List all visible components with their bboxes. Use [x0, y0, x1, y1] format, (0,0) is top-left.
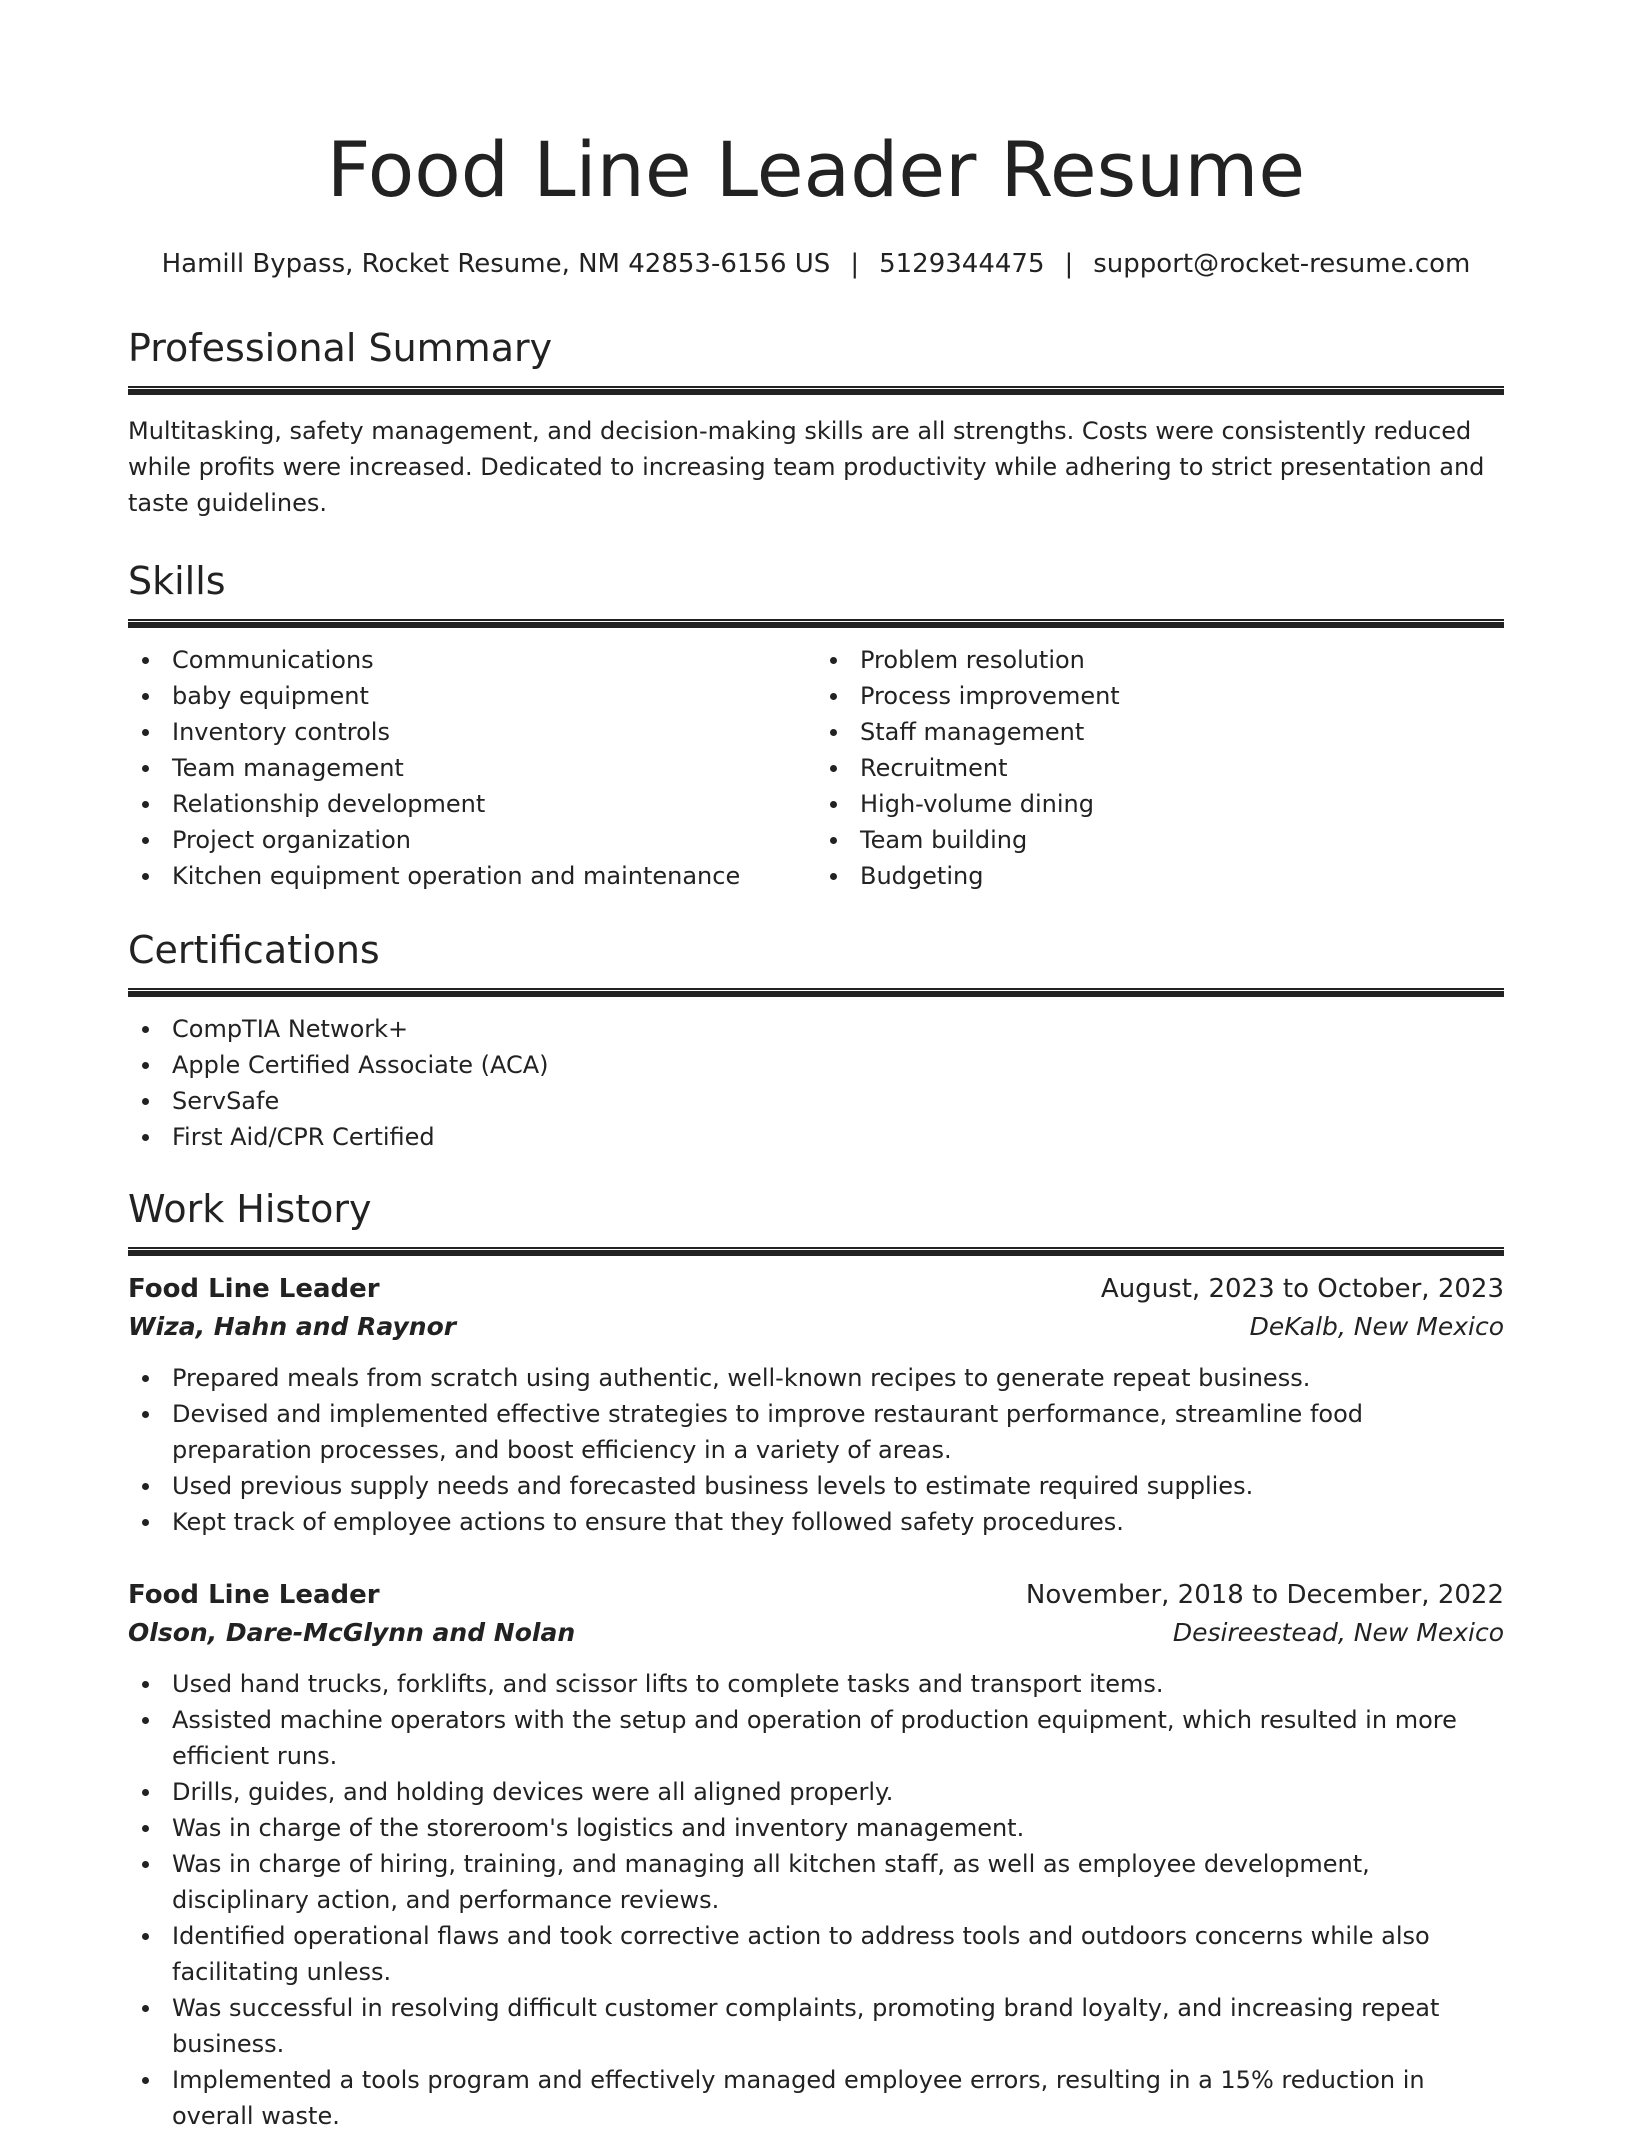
certification-item: CompTIA Network+	[128, 1011, 1504, 1047]
job-duties-list	[128, 1360, 1504, 1540]
work-history-section	[128, 1185, 1504, 2134]
section-heading-work-history: Work History	[128, 1187, 372, 1231]
contact-email: support@rocket-resume.com	[1093, 249, 1471, 279]
job-duty-item: Assisted machine operators with the setup and operation of production equipment, which resulted in more efficient runs.	[128, 1702, 1504, 1774]
job-title: Food Line Leader	[128, 1580, 380, 1610]
job-header	[128, 1576, 1504, 1614]
job-location: Desireestead, New Mexico	[1172, 1618, 1504, 1647]
skill-item: Recruitment	[816, 750, 1504, 786]
skill-item: Process improvement	[816, 678, 1504, 714]
skill-item: Team building	[816, 822, 1504, 858]
job-duty-item: Was in charge of hiring, training, and managing all kitchen staff, as well as employee development, disciplinary action, and performance reviews.	[128, 1846, 1504, 1918]
skills-list-right	[816, 642, 1504, 894]
contact-separator: |	[850, 249, 860, 279]
job-subheader	[128, 1308, 1504, 1346]
resume-title: Food Line Leader Resume	[326, 125, 1306, 214]
contact-phone: 5129344475	[879, 249, 1045, 279]
skill-item: Budgeting	[816, 858, 1504, 894]
job-entry	[128, 1576, 1504, 2134]
section-divider	[128, 988, 1504, 997]
summary-text: Multitasking, safety management, and decision-making skills are all strengths. Costs were consistently reduced while profits were increased. Dedicated to increasing team productivity while adhering to strict presentation and taste guidelines.	[128, 417, 1485, 517]
section-heading-certifications: Certifications	[128, 928, 380, 972]
job-dates: August, 2023 to October, 2023	[1100, 1274, 1504, 1304]
contact-address: Hamill Bypass, Rocket Resume, NM 42853-6156 US	[161, 249, 831, 279]
job-duty-item: Prepared meals from scratch using authentic, well-known recipes to generate repeat business.	[128, 1360, 1504, 1396]
certifications-list	[128, 1011, 1504, 1155]
job-duty-item: Devised and implemented effective strategies to improve restaurant performance, streamline food preparation processes, and boost efficiency in a variety of areas.	[128, 1396, 1504, 1468]
section-divider	[128, 619, 1504, 628]
skill-item: High-volume dining	[816, 786, 1504, 822]
skill-item: Inventory controls	[128, 714, 816, 750]
contact-separator: |	[1064, 249, 1074, 279]
section-divider	[128, 1247, 1504, 1256]
skill-item: Problem resolution	[816, 642, 1504, 678]
job-duty-item: Drills, guides, and holding devices were all aligned properly.	[128, 1774, 1504, 1810]
skill-item: Team management	[128, 750, 816, 786]
job-duty-item: Was in charge of the storeroom's logistics and inventory management.	[128, 1810, 1504, 1846]
job-title: Food Line Leader	[128, 1274, 380, 1304]
job-duty-item: Identified operational flaws and took corrective action to address tools and outdoors concerns while also facilitating unless.	[128, 1918, 1504, 1990]
skill-item: baby equipment	[128, 678, 816, 714]
job-duties-list	[128, 1666, 1504, 2134]
certification-item: First Aid/CPR Certified	[128, 1119, 1504, 1155]
job-duty-item: Kept track of employee actions to ensure that they followed safety procedures.	[128, 1504, 1504, 1540]
section-heading-summary: Professional Summary	[128, 326, 553, 370]
job-subheader	[128, 1614, 1504, 1652]
skill-item: Project organization	[128, 822, 816, 858]
job-company: Wiza, Hahn and Raynor	[128, 1312, 457, 1341]
skill-item: Kitchen equipment operation and maintenance	[128, 858, 816, 894]
job-duty-item: Was successful in resolving difficult customer complaints, promoting brand loyalty, and increasing repeat business.	[128, 1990, 1504, 2062]
professional-summary-section	[128, 324, 1504, 521]
skill-item: Staff management	[816, 714, 1504, 750]
skill-item: Communications	[128, 642, 816, 678]
job-header	[128, 1270, 1504, 1308]
certification-item: ServSafe	[128, 1083, 1504, 1119]
skills-list-left	[128, 642, 816, 894]
certifications-section	[128, 926, 1504, 1155]
job-location: DeKalb, New Mexico	[1249, 1312, 1504, 1341]
job-dates: November, 2018 to December, 2022	[1025, 1580, 1504, 1610]
contact-line	[128, 246, 1504, 282]
job-duty-item: Implemented a tools program and effectively managed employee errors, resulting in a 15% reduction in overall waste.	[128, 2062, 1504, 2134]
section-divider	[128, 386, 1504, 395]
job-duty-item: Used hand trucks, forklifts, and scissor lifts to complete tasks and transport items.	[128, 1666, 1504, 1702]
certification-item: Apple Certified Associate (ACA)	[128, 1047, 1504, 1083]
job-company: Olson, Dare-McGlynn and Nolan	[128, 1618, 576, 1647]
skill-item: Relationship development	[128, 786, 816, 822]
skills-columns	[128, 642, 1504, 894]
skills-section	[128, 557, 1504, 894]
job-duty-item: Used previous supply needs and forecasted business levels to estimate required supplies.	[128, 1468, 1504, 1504]
job-entry	[128, 1270, 1504, 1540]
section-heading-skills: Skills	[128, 559, 226, 603]
